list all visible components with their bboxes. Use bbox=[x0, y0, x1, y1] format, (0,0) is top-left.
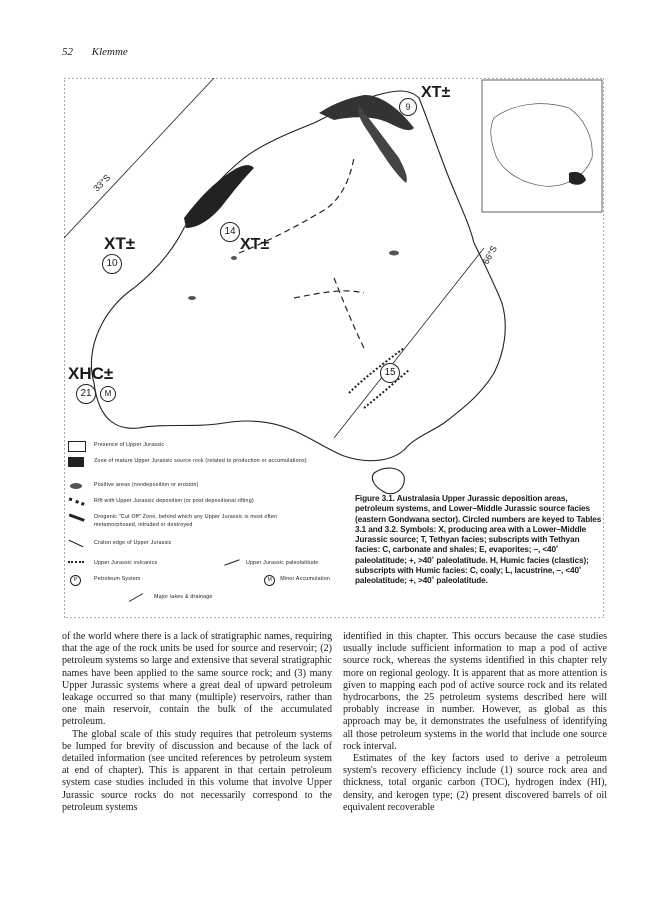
legend-symbol-positive-area bbox=[66, 481, 86, 491]
legend-text: Rift with Upper Jurassic deposition (or post depositional rifting) bbox=[94, 498, 254, 504]
body-column-right bbox=[343, 631, 607, 814]
legend-item bbox=[66, 497, 319, 507]
figure-caption: Figure 3.1. Australasia Upper Jurassic deposition areas, petroleum systems, and Lower–Middle Jurassic source facies (eastern Gondwana sector). Circled numbers are keyed to Tables 3.1 and 3.2. Symbols: X, producing area with a Lower–Middle Jurassic source; T, Tethyan facies; subscripts with Tethyan facies: C, carbonate and shales; E, evaporites; –, <40˚ paleolatitude; +, >40˚ paleolatitude. H, Humic facies (clastics); subscripts with Humic facies: C, coaly; L, lacustrine, –, <40˚ paleolatitude; +, >40˚ paleolatitude. bbox=[355, 494, 602, 586]
legend-text: Orogenic "Cut Off" Zone, behind which any Upper Jurassic is most often metamorphosed, intruded or destroyed bbox=[94, 514, 278, 528]
symbol-xt-14: XT± bbox=[240, 236, 270, 253]
petroleum-system-letter: P bbox=[70, 575, 81, 586]
body-column-left bbox=[62, 631, 332, 814]
legend-symbol-paleolatitude bbox=[222, 559, 242, 569]
legend-text: Upper Jurassic volcanics bbox=[94, 560, 158, 566]
inset-map bbox=[482, 80, 602, 212]
system-9-number: 9 bbox=[405, 102, 411, 112]
system-15-number: 15 bbox=[384, 367, 396, 378]
symbol-xhc-21: XHC± bbox=[68, 364, 114, 383]
legend-item bbox=[66, 559, 338, 569]
symbol-xt-10: XT± bbox=[104, 234, 136, 253]
system-9-badge bbox=[399, 98, 417, 116]
paragraph: identified in this chapter. This occurs because the case studies usually include sufficient information to map a pod of active source rock, whereas the systems identified in this chapter rely more on regional geology. It is apparent that as more attention is given to mapping each pod of active source rock and its related hydrocarbons, the 25 petroleum systems described here will probably increase in number. However, as global as this approach may be, it demonstrates the usefulness of identifying all those petroleum systems in the world that include one source rock interval. bbox=[343, 631, 607, 752]
legend-text: Petroleum System bbox=[94, 576, 141, 582]
legend-symbol-mature-zone bbox=[66, 457, 86, 467]
legend-symbol-lakes-drainage bbox=[126, 593, 146, 603]
legend-text: Positive areas (nondeposition or erosion) bbox=[94, 482, 199, 488]
minor-accumulation-badge bbox=[100, 386, 116, 402]
legend-text: Zone of mature Upper Jurassic source rock (related to production or accumulations) bbox=[94, 458, 307, 464]
page-number: 52 bbox=[62, 46, 73, 58]
paragraph: Estimates of the key factors used to derive a petroleum system's recovery efficiency include (1) source rock area and thickness, total organic carbon (TOC), hydrogen index (HI), density, and kerogen type; (2) present discovered barrels of oil equivalent recoverable bbox=[343, 753, 607, 813]
system-15-badge bbox=[380, 363, 400, 383]
legend-item bbox=[66, 539, 319, 549]
running-author: Klemme bbox=[91, 46, 128, 58]
legend-item bbox=[66, 441, 319, 451]
system-21-badge bbox=[76, 384, 96, 404]
legend-symbol-volcanics bbox=[66, 559, 86, 569]
legend-item bbox=[66, 457, 319, 467]
legend-item bbox=[66, 513, 319, 529]
legend-symbol-petroleum-system bbox=[66, 575, 86, 585]
minor-accumulation-letter: M bbox=[104, 389, 112, 398]
system-21-number: 21 bbox=[80, 388, 92, 399]
running-header bbox=[62, 46, 128, 58]
legend-text: Major lakes & drainage bbox=[154, 594, 213, 600]
legend-symbol-presence bbox=[66, 441, 86, 451]
legend-text: Minor Accumulation bbox=[280, 576, 331, 582]
positive-area bbox=[231, 256, 237, 260]
paleolatitude-33-label: 33°S bbox=[91, 172, 113, 194]
legend-text: Craton edge of Upper Jurassic bbox=[94, 540, 172, 546]
legend-symbol-minor-accumulation bbox=[260, 575, 280, 585]
legend-symbol-rift bbox=[66, 497, 86, 507]
positive-area bbox=[389, 251, 399, 256]
system-14-badge bbox=[220, 222, 240, 242]
paragraph: The global scale of this study requires that petroleum systems be lumped for brevity of discussion and because of the lack of detailed information (see uncited references by petroleum system at end of chapter). This is apparent in that certain petroleum system case studies included in this volume that involve Upper Jurassic source rocks do not necessarily correspond to the petroleum systems bbox=[62, 728, 332, 813]
map-legend bbox=[66, 441, 338, 619]
symbol-xt-9: XT± bbox=[421, 84, 451, 101]
paleolatitude-66-label: 66°S bbox=[480, 244, 500, 266]
paragraph: of the world where there is a lack of stratigraphic names, requiring that the age of the rock units be used for source and reservoir; (2) petroleum systems so large and extensive that several stratigraphic names have been applied to the same source rock; and (3) many Upper Jurassic systems where a great deal of upward petroleum leakage occurred so that many (multiple) reservoirs, rather than one main reservoir, contain the bulk of the accumulated petroleum. bbox=[62, 631, 332, 728]
legend-item bbox=[66, 481, 319, 491]
legend-item bbox=[126, 593, 274, 603]
rift-southeast bbox=[349, 348, 409, 408]
legend-text: Presence of Upper Jurassic bbox=[94, 442, 165, 448]
system-10-number: 10 bbox=[106, 258, 118, 269]
positive-area bbox=[188, 296, 196, 300]
mature-source-zone-northwest bbox=[184, 165, 254, 228]
legend-text: Upper Jurassic paleolatitude bbox=[246, 560, 319, 566]
legend-item bbox=[66, 575, 338, 585]
minor-accumulation-letter: M bbox=[264, 575, 275, 586]
legend-symbol-craton-edge bbox=[66, 539, 86, 549]
system-14-number: 14 bbox=[224, 226, 236, 237]
system-10-badge bbox=[102, 254, 122, 274]
australia-coastline bbox=[91, 91, 505, 461]
legend-symbol-orogenic bbox=[66, 513, 86, 523]
tasmania bbox=[372, 468, 404, 494]
